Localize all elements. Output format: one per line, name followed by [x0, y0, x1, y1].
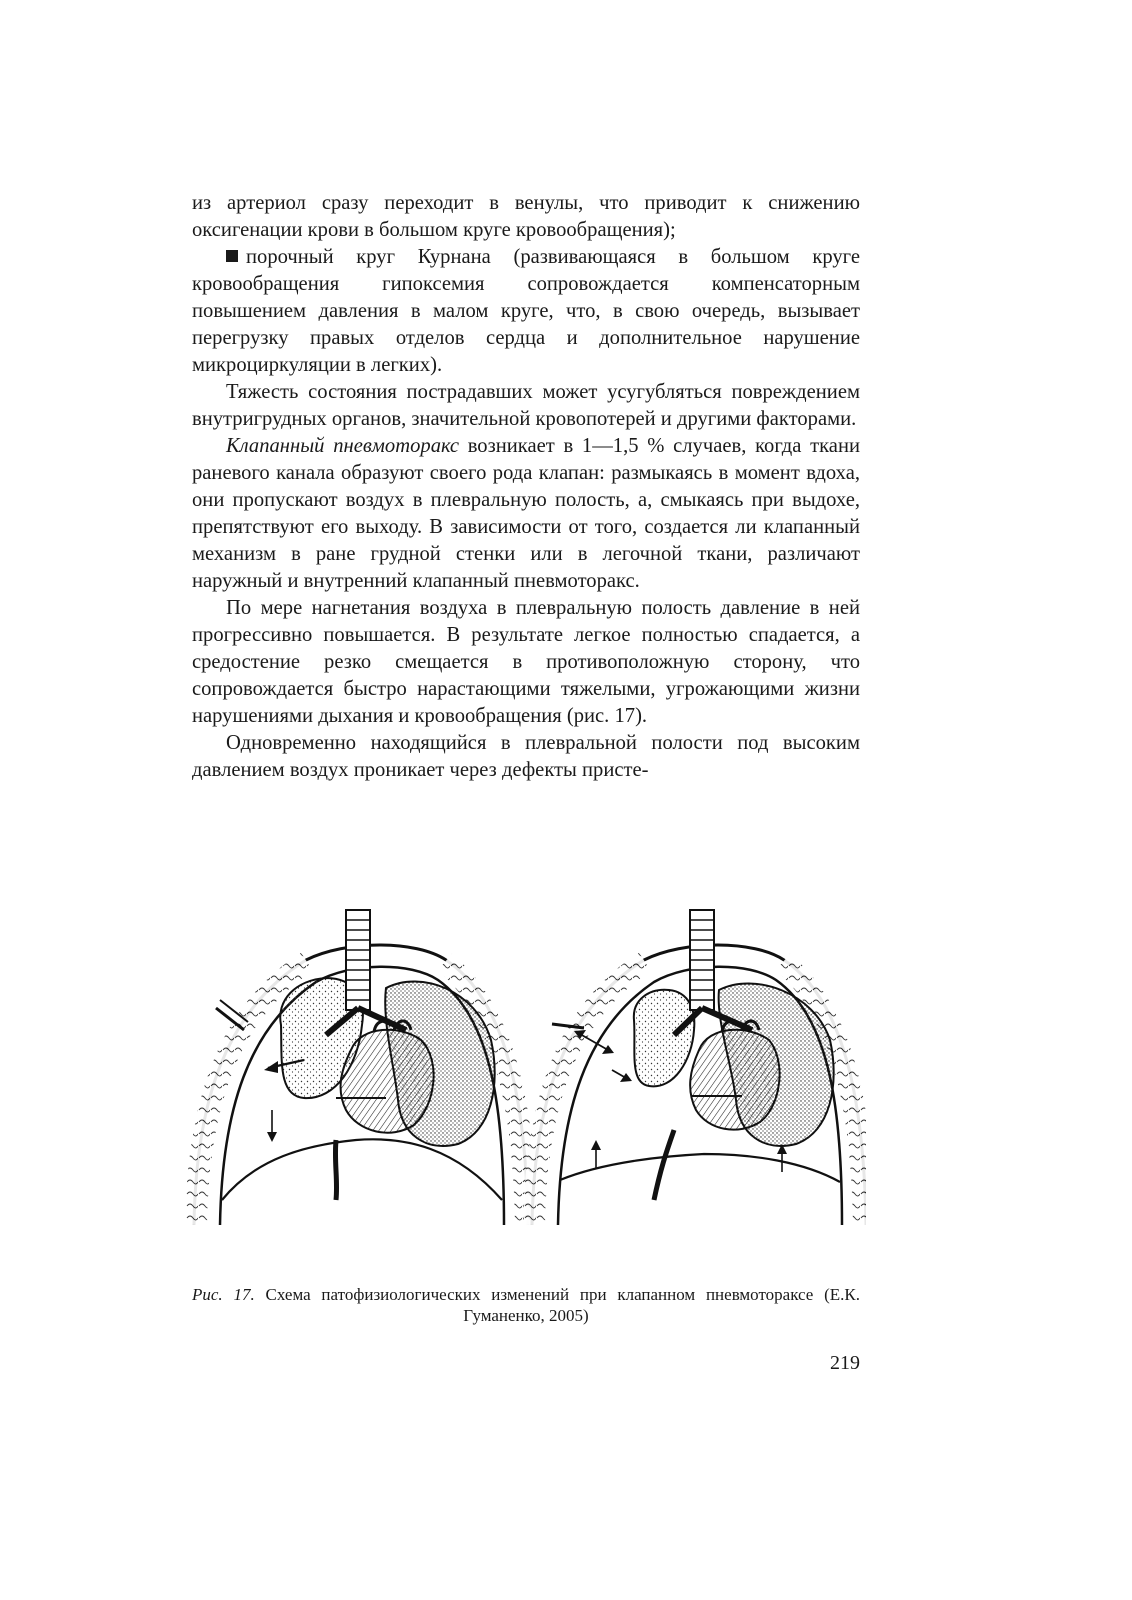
page-number: 219 [830, 1352, 860, 1374]
paragraph-1: из артериол сразу переходит в венулы, что приводит к снижению оксигенации крови в большом круге кровообращения); [192, 192, 860, 241]
bullet-text: порочный круг Курнана (развивающаяся в большом круге кровообращения гипоксемия сопровождается компенсаторным повышением давления в малом круге, что, в свою очередь, вызывает перегрузку правых отделов сердца и дополнительное нарушение микроциркуляции в легких). [192, 246, 860, 376]
panel-expiration [532, 910, 866, 1225]
panel-inspiration [194, 910, 528, 1225]
caption-text: Схема патофизиологических изменений при клапанном пневмотораксе (Е.К. Гуманенко, 2005) [254, 1285, 861, 1325]
square-bullet-icon [226, 250, 238, 262]
paragraph-5: По мере нагнетания воздуха в плевральную полость давление в ней прогрессивно повышается. В результате легкое полностью спадается, а средостение резко смещается в противоположную сторону, что сопровождается быстро нарастающими тяжелыми, угрожающими жизни нарушениями дыхания и кровообращения (рис. 17). [192, 597, 860, 727]
caption-label: Рис. 17. [192, 1285, 255, 1304]
paragraph-3: Тяжесть состояния пострадавших может усугубляться повреждением внутригрудных органов, значительной кровопотерей и другими факторами. [192, 381, 860, 430]
paragraph-6: Одновременно находящийся в плевральной полости под высоким давлением воздух проникает через дефекты присте- [192, 732, 860, 781]
paragraph-4 [192, 433, 860, 595]
paragraph-2-bullet [192, 244, 860, 379]
term-emphasis: Клапанный пневмоторакс [226, 435, 459, 457]
paragraph-4-body: возникает в 1—1,5 % случаев, когда ткани раневого канала образуют своего рода клапан: размыкаясь в момент вдоха, они пропускают воздух в плевральную полость, а, смыкаясь при выдохе, препятствуют его выходу. В зависимости от того, создается ли клапанный механизм в ране грудной стенки или в легочной ткани, различают наружный и внутренний клапанный пневмоторакс. [192, 435, 860, 592]
figure-17 [186, 900, 866, 1260]
figure-caption [192, 1284, 860, 1326]
main-text [192, 190, 860, 784]
